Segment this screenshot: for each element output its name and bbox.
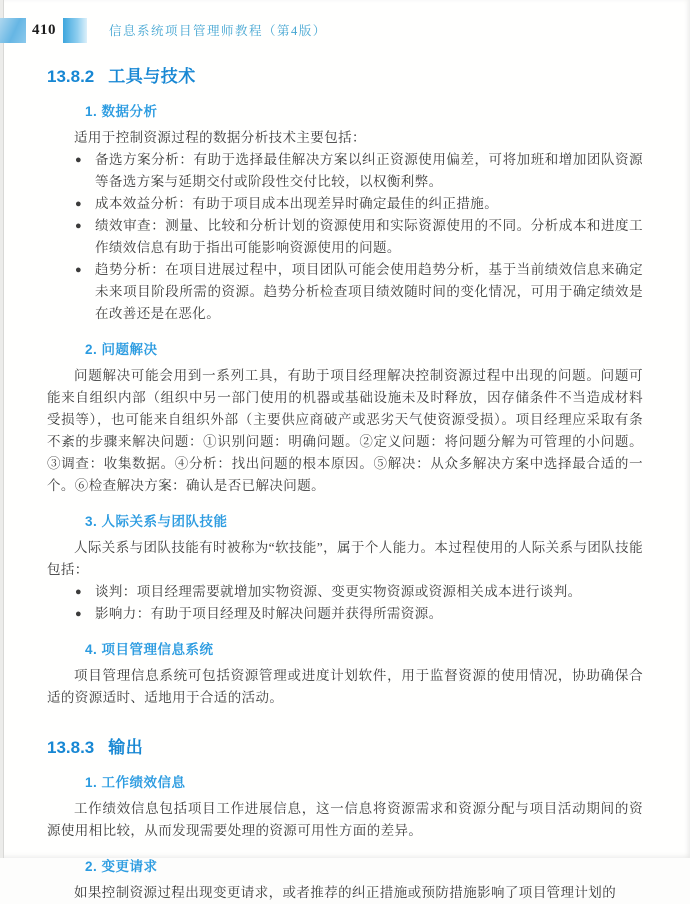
bullet-icon: ●	[75, 586, 83, 598]
list-item-text: 备选方案分析：有助于选择最佳解决方案以纠正资源使用偏差，可将加班和增加团队资源等备选方案与延期交付或阶段性交付比较，以权衡利弊。	[95, 152, 643, 189]
bullet-list	[75, 581, 643, 625]
header-accent-block-right	[63, 18, 87, 43]
subheading-data-analysis: 1. 数据分析	[85, 104, 158, 119]
section-heading-13-8-2	[47, 62, 690, 87]
subheading-work-performance-info: 1. 工作绩效信息	[85, 775, 186, 790]
paragraph: 适用于控制资源过程的数据分析技术主要包括：	[74, 130, 366, 145]
subheading-problem-solving: 2. 问题解决	[85, 342, 158, 357]
list-item-text: 趋势分析：在项目进展过程中，项目团队可能会使用趋势分析，基于当前绩效信息来确定未来项目阶段所需的资源。趋势分析检查项目绩效随时间的变化情况，可用于确定绩效是在改善还是在恶化。	[95, 262, 643, 321]
bullet-icon: ●	[75, 154, 83, 166]
subheading-pmis: 4. 项目管理信息系统	[85, 642, 214, 657]
list-item-text: 谈判：项目经理需要就增加实物资源、变更实物资源或资源相关成本进行谈判。	[95, 584, 582, 599]
paragraph: 问题解决可能会用到一系列工具，有助于项目经理解决控制资源过程中出现的问题。问题可能来自组织内部（组织中另一部门使用的机器或基础设施未及时释放，因存储条件不当造成材料受损等），也可能来自组织外部（主要供应商破产或恶劣天气使资源受损）。项目经理应采取有条不紊的步骤来解决问题：①识别问题：明确问题。②定义问题：将问题分解为可管理的小问题。③调查：收集数据。④分析：找出问题的根本原因。⑤解决：从众多解决方案中选择最合适的一个。⑥检查解决方案：确认是否已解决问题。	[47, 368, 643, 493]
list-item	[75, 193, 643, 215]
paragraph: 工作绩效信息包括项目工作进展信息，这一信息将资源需求和资源分配与项目活动期间的资源使用相比较，从而发现需要处理的资源可用性方面的差异。	[47, 801, 643, 838]
section-number: 13.8.2	[47, 67, 95, 86]
list-item-text: 影响力：有助于项目经理及时解决问题并获得所需资源。	[95, 606, 443, 621]
page-header	[0, 17, 690, 43]
list-item	[75, 149, 643, 193]
paragraph: 项目管理信息系统可包括资源管理或进度计划软件，用于监督资源的使用情况，协助确保合适的资源适时、适地用于合适的活动。	[47, 668, 643, 705]
page-number: 410	[32, 21, 56, 38]
list-item	[75, 581, 643, 603]
paragraph: 如果控制资源过程出现变更请求，或者推荐的纠正措施或预防措施影响了项目管理计划的	[74, 885, 617, 900]
bullet-list	[75, 149, 643, 325]
bullet-icon: ●	[75, 608, 83, 620]
list-item	[75, 603, 643, 625]
list-item-text: 绩效审查：测量、比较和分析计划的资源使用和实际资源使用的不同。分析成本和进度工作绩效信息有助于指出可能影响资源使用的问题。	[95, 218, 643, 255]
header-accent-block-left	[0, 18, 26, 43]
bullet-icon: ●	[75, 264, 83, 276]
section-heading-13-8-3	[47, 733, 690, 758]
subheading-change-requests: 2. 变更请求	[85, 859, 158, 874]
bullet-icon: ●	[75, 220, 83, 232]
section-title-text: 输出	[108, 738, 144, 757]
bullet-icon: ●	[75, 198, 83, 210]
section-number: 13.8.3	[47, 738, 95, 757]
list-item	[75, 215, 643, 259]
list-item-text: 成本效益分析：有助于项目成本出现差异时确定最佳的纠正措施。	[95, 196, 499, 211]
section-title-text: 工具与技术	[108, 67, 196, 86]
list-item	[75, 259, 643, 325]
subheading-interpersonal-team-skills: 3. 人际关系与团队技能	[85, 514, 228, 529]
book-title: 信息系统项目管理师教程（第4版）	[109, 24, 327, 38]
paragraph: 人际关系与团队技能有时被称为“软技能”，属于个人能力。本过程使用的人际关系与团队技能包括：	[47, 540, 643, 577]
